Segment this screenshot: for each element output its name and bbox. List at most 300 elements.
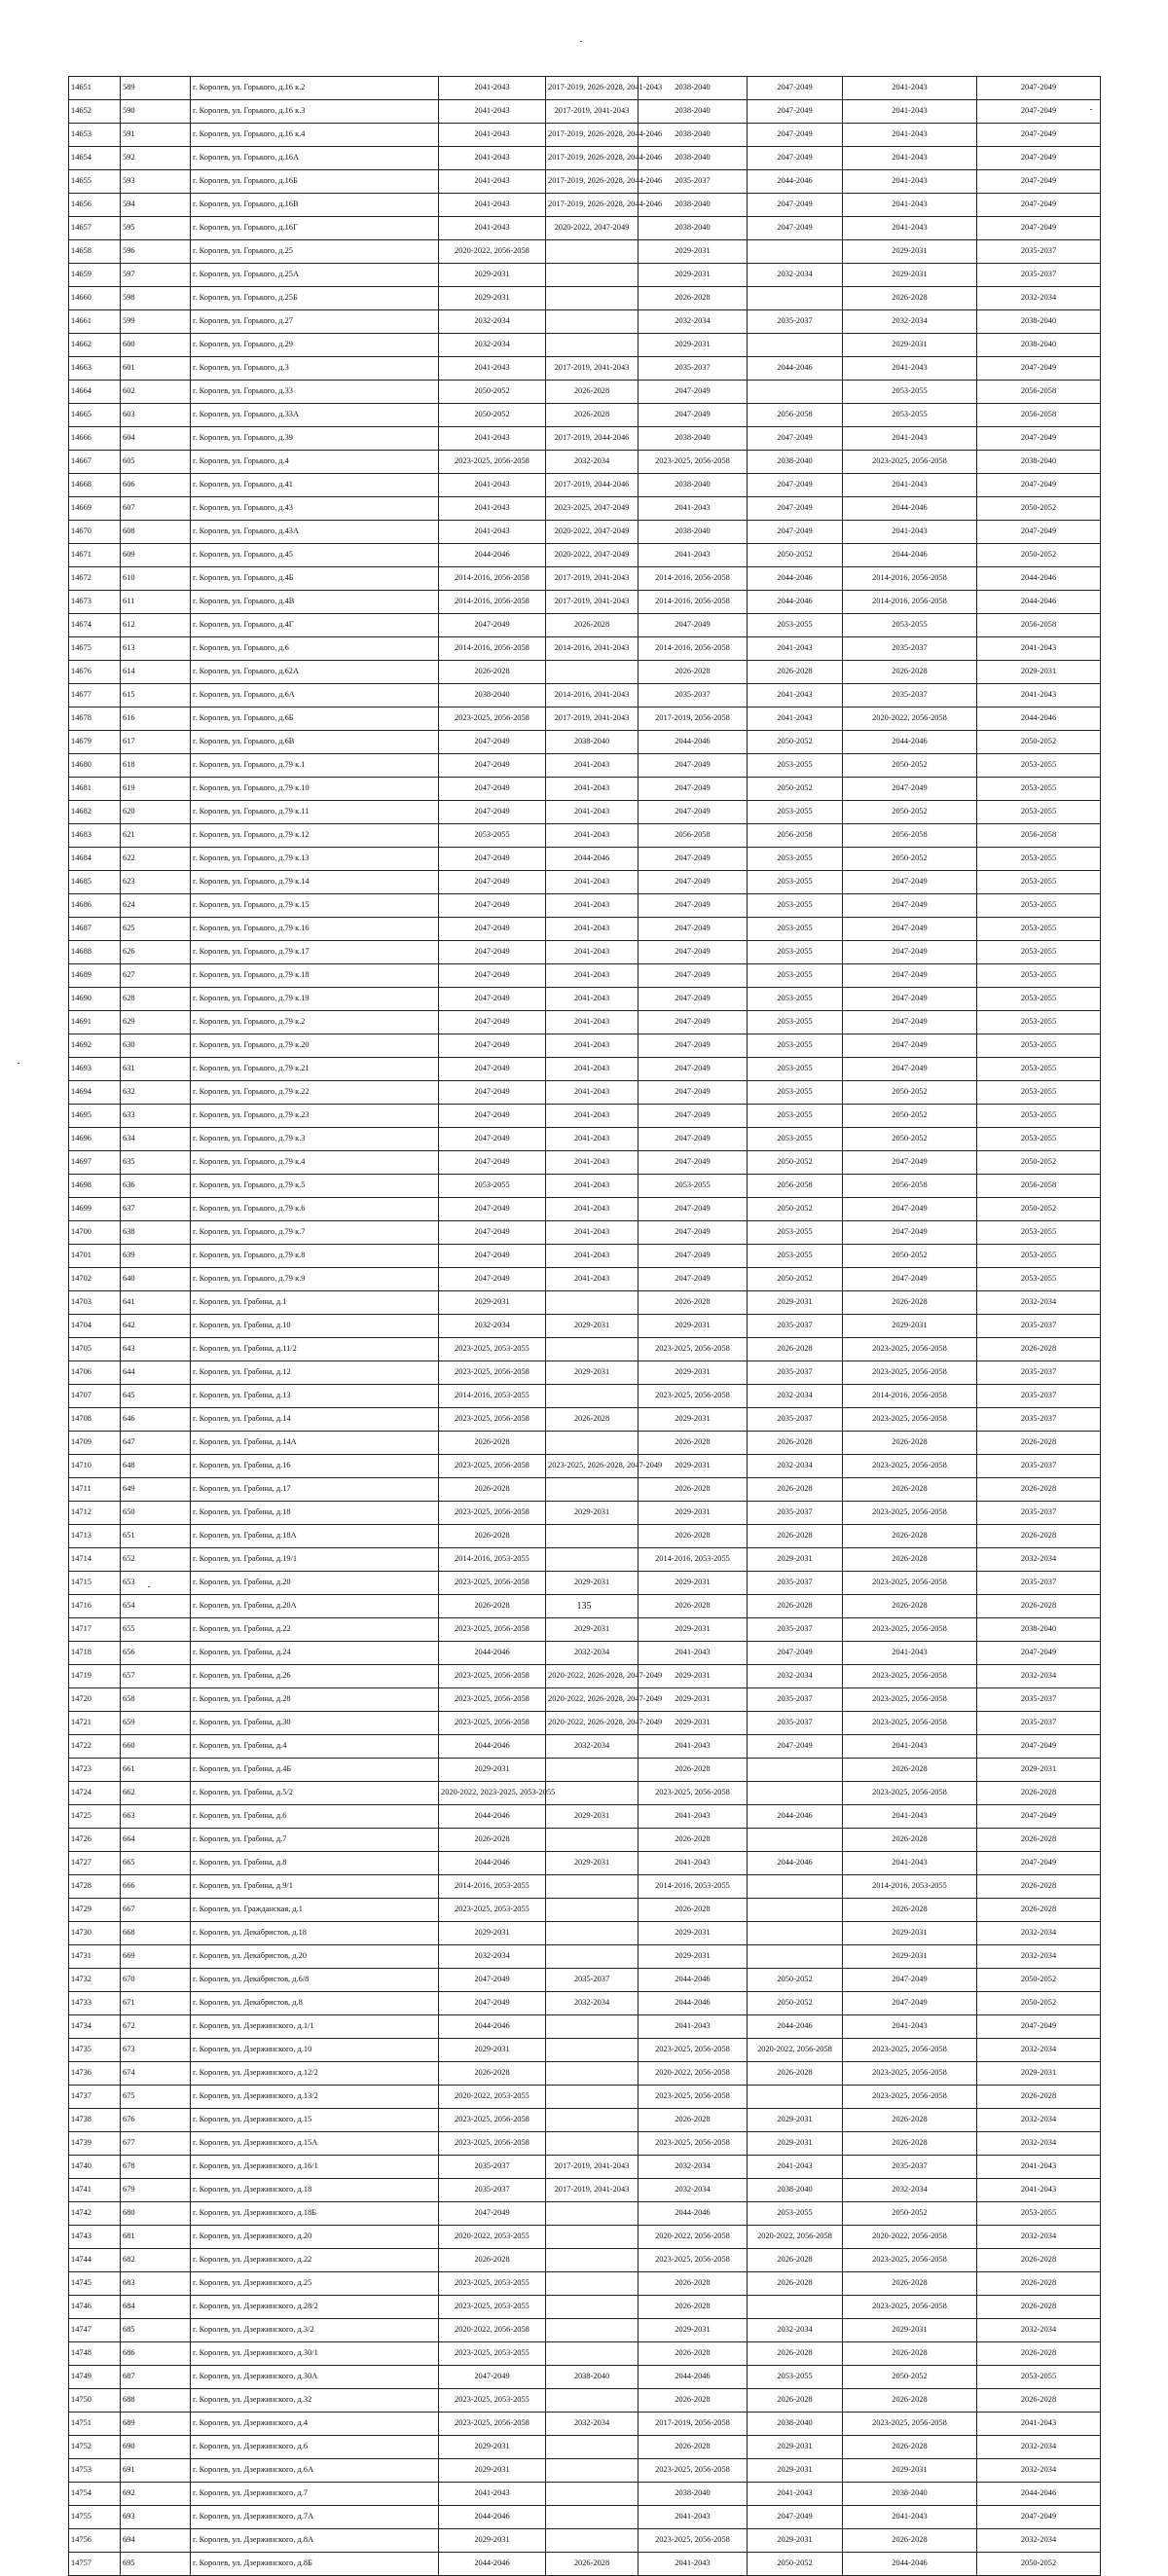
period-cell-6: 2029-2031 [977, 1759, 1101, 1782]
period-cell-5: 2041-2043 [843, 1852, 977, 1875]
period-cell-6: 2035-2037 [977, 1688, 1101, 1712]
row-number-cell: 589 [121, 77, 191, 100]
address-cell: г. Королев, ул. Горького, д.79 к.18 [191, 964, 439, 988]
period-cell-4: 2041-2043 [748, 2483, 843, 2506]
address-cell: г. Королев, ул. Горького, д.62А [191, 661, 439, 684]
row-id-cell: 14658 [69, 240, 121, 264]
period-cell-5: 2032-2034 [843, 310, 977, 334]
period-cell-1: 2014-2016, 2053-2055 [439, 1875, 546, 1899]
period-cell-1: 2035-2037 [439, 2156, 546, 2179]
period-cell-6: 2032-2034 [977, 2319, 1101, 2342]
period-cell-1: 2047-2049 [439, 801, 546, 824]
address-cell: г. Королев, ул. Грабина, д.17 [191, 1478, 439, 1502]
row-id-cell: 14729 [69, 1899, 121, 1922]
period-cell-1: 2041-2043 [439, 2483, 546, 2506]
period-cell-5: 2050-2052 [843, 1245, 977, 1268]
period-cell-5: 2047-2049 [843, 1992, 977, 2015]
row-number-cell: 597 [121, 264, 191, 287]
period-cell-5: 2032-2034 [843, 2179, 977, 2202]
address-cell: г. Королев, ул. Грабина, д.20А [191, 1595, 439, 1618]
period-cell-3: 2047-2049 [639, 1198, 748, 1221]
row-id-cell: 14655 [69, 170, 121, 194]
period-cell-5: 2047-2049 [843, 1221, 977, 1245]
row-number-cell: 664 [121, 1829, 191, 1852]
period-cell-4: 2026-2028 [748, 2389, 843, 2413]
row-id-cell: 14660 [69, 287, 121, 310]
period-cell-2 [546, 1759, 639, 1782]
table-row [69, 2039, 1101, 2062]
period-cell-5: 2014-2016, 2056-2058 [843, 591, 977, 614]
row-number-cell: 692 [121, 2483, 191, 2506]
row-number-cell: 674 [121, 2062, 191, 2086]
period-cell-1: 2023-2025, 2056-2058 [439, 1502, 546, 1525]
address-cell: г. Королев, ул. Грабина, д.26 [191, 1665, 439, 1688]
table-row [69, 1782, 1101, 1805]
period-cell-1: 2047-2049 [439, 1034, 546, 1058]
period-cell-1: 2047-2049 [439, 1128, 546, 1151]
period-cell-4 [748, 240, 843, 264]
row-number-cell: 611 [121, 591, 191, 614]
table-body [69, 77, 1101, 2576]
period-cell-4: 2035-2037 [748, 1712, 843, 1735]
table-row [69, 77, 1101, 100]
period-cell-5: 2047-2049 [843, 964, 977, 988]
address-cell: г. Королев, ул. Горького, д.16В [191, 194, 439, 217]
table-row [69, 918, 1101, 941]
table-row [69, 2226, 1101, 2249]
period-cell-5: 2047-2049 [843, 1034, 977, 1058]
period-cell-6: 2038-2040 [977, 334, 1101, 357]
table-row [69, 1198, 1101, 1221]
row-number-cell: 634 [121, 1128, 191, 1151]
period-cell-4: 2053-2055 [748, 1128, 843, 1151]
row-number-cell: 684 [121, 2296, 191, 2319]
row-id-cell: 14667 [69, 451, 121, 474]
period-cell-6: 2047-2049 [977, 2015, 1101, 2039]
period-cell-3: 2029-2031 [639, 1408, 748, 1432]
period-cell-2: 2041-2043 [546, 918, 639, 941]
row-number-cell: 598 [121, 287, 191, 310]
row-id-cell: 14673 [69, 591, 121, 614]
period-cell-3: 2044-2046 [639, 2366, 748, 2389]
period-cell-5: 2023-2025, 2056-2058 [843, 1455, 977, 1478]
period-cell-2 [546, 1432, 639, 1455]
row-number-cell: 661 [121, 1759, 191, 1782]
period-cell-2: 2041-2043 [546, 1268, 639, 1291]
address-cell: г. Королев, ул. Дзержинского, д.8Б [191, 2553, 439, 2576]
period-cell-3: 2041-2043 [639, 1642, 748, 1665]
period-cell-4: 2035-2037 [748, 1502, 843, 1525]
address-cell: г. Королев, ул. Горького, д.79 к.2 [191, 1011, 439, 1034]
row-number-cell: 676 [121, 2109, 191, 2132]
period-cell-5: 2047-2049 [843, 988, 977, 1011]
period-cell-6: 2026-2028 [977, 2086, 1101, 2109]
table-row [69, 1572, 1101, 1595]
row-id-cell: 14701 [69, 1245, 121, 1268]
period-cell-6: 2047-2049 [977, 1735, 1101, 1759]
row-id-cell: 14746 [69, 2296, 121, 2319]
period-cell-6: 2047-2049 [977, 217, 1101, 240]
period-cell-5: 2053-2055 [843, 404, 977, 427]
period-cell-2: 2041-2043 [546, 964, 639, 988]
period-cell-4: 2053-2055 [748, 1105, 843, 1128]
period-cell-2 [546, 2015, 639, 2039]
period-cell-5: 2056-2058 [843, 824, 977, 848]
table-row [69, 2062, 1101, 2086]
period-cell-2: 2041-2043 [546, 778, 639, 801]
period-cell-1: 2047-2049 [439, 1105, 546, 1128]
table-row [69, 1665, 1101, 1688]
period-cell-2: 2032-2034 [546, 451, 639, 474]
period-cell-4: 2053-2055 [748, 1034, 843, 1058]
table-row [69, 1291, 1101, 1315]
period-cell-1: 2041-2043 [439, 194, 546, 217]
address-cell: г. Королев, ул. Грабина, д.12 [191, 1361, 439, 1385]
row-id-cell: 14704 [69, 1315, 121, 1338]
period-cell-3: 2047-2049 [639, 778, 748, 801]
period-cell-5: 2023-2025, 2056-2058 [843, 1688, 977, 1712]
period-cell-1: 2023-2025, 2053-2055 [439, 2272, 546, 2296]
period-cell-6: 2044-2046 [977, 567, 1101, 591]
row-number-cell: 683 [121, 2272, 191, 2296]
period-cell-1: 2023-2025, 2056-2058 [439, 1688, 546, 1712]
period-cell-3: 2029-2031 [639, 2319, 748, 2342]
period-cell-6: 2050-2052 [977, 1198, 1101, 1221]
period-cell-3: 2044-2046 [639, 1969, 748, 1992]
period-cell-4 [748, 1829, 843, 1852]
period-cell-3: 2026-2028 [639, 2389, 748, 2413]
period-cell-1: 2026-2028 [439, 2249, 546, 2272]
period-cell-6: 2053-2055 [977, 1221, 1101, 1245]
period-cell-4: 2020-2022, 2056-2058 [748, 2039, 843, 2062]
period-cell-3: 2047-2049 [639, 988, 748, 1011]
period-cell-2 [546, 2249, 639, 2272]
row-number-cell: 666 [121, 1875, 191, 1899]
period-cell-2: 2023-2025, 2047-2049 [546, 497, 639, 521]
period-cell-3: 2017-2019, 2056-2058 [639, 707, 748, 731]
period-cell-4: 2056-2058 [748, 404, 843, 427]
row-id-cell: 14750 [69, 2389, 121, 2413]
period-cell-5: 2035-2037 [843, 684, 977, 707]
period-cell-2 [546, 2132, 639, 2156]
row-number-cell: 658 [121, 1688, 191, 1712]
table-row [69, 1945, 1101, 1969]
period-cell-3: 2026-2028 [639, 1759, 748, 1782]
row-number-cell: 621 [121, 824, 191, 848]
address-cell: г. Королев, ул. Горького, д.16 к.2 [191, 77, 439, 100]
period-cell-1: 2047-2049 [439, 2366, 546, 2389]
table-row [69, 1759, 1101, 1782]
table-row [69, 1525, 1101, 1548]
period-cell-4: 2053-2055 [748, 941, 843, 964]
row-id-cell: 14693 [69, 1058, 121, 1081]
table-row [69, 2202, 1101, 2226]
row-id-cell: 14676 [69, 661, 121, 684]
address-cell: г. Королев, ул. Дзержинского, д.6А [191, 2459, 439, 2483]
period-cell-5: 2047-2049 [843, 871, 977, 894]
period-cell-2 [546, 1548, 639, 1572]
period-cell-4: 2047-2049 [748, 497, 843, 521]
period-cell-2: 2017-2019, 2026-2028, 2044-2046 [546, 147, 639, 170]
period-cell-3: 2026-2028 [639, 1291, 748, 1315]
row-number-cell: 667 [121, 1899, 191, 1922]
table-row [69, 170, 1101, 194]
period-cell-6: 2026-2028 [977, 2342, 1101, 2366]
row-number-cell: 596 [121, 240, 191, 264]
period-cell-6: 2047-2049 [977, 147, 1101, 170]
address-cell: г. Королев, ул. Горького, д.25А [191, 264, 439, 287]
period-cell-6: 2035-2037 [977, 1572, 1101, 1595]
period-cell-2: 2044-2046 [546, 848, 639, 871]
period-cell-3: 2023-2025, 2056-2058 [639, 2249, 748, 2272]
period-cell-1: 2026-2028 [439, 1829, 546, 1852]
table-row [69, 2459, 1101, 2483]
period-cell-6: 2026-2028 [977, 1478, 1101, 1502]
period-cell-4: 2044-2046 [748, 357, 843, 381]
period-cell-2 [546, 2039, 639, 2062]
row-id-cell: 14670 [69, 521, 121, 544]
row-number-cell: 613 [121, 637, 191, 661]
address-cell: г. Королев, ул. Дзержинского, д.18Б [191, 2202, 439, 2226]
period-cell-5: 2041-2043 [843, 100, 977, 124]
row-number-cell: 590 [121, 100, 191, 124]
period-cell-4: 2026-2028 [748, 2272, 843, 2296]
row-number-cell: 681 [121, 2226, 191, 2249]
address-cell: г. Королев, ул. Горького, д.16 к.3 [191, 100, 439, 124]
period-cell-2 [546, 2506, 639, 2529]
period-cell-1: 2047-2049 [439, 1151, 546, 1175]
row-id-cell: 14686 [69, 894, 121, 918]
table-row [69, 637, 1101, 661]
period-cell-2: 2041-2043 [546, 1034, 639, 1058]
row-number-cell: 679 [121, 2179, 191, 2202]
period-cell-2 [546, 2319, 639, 2342]
period-cell-4: 2035-2037 [748, 1572, 843, 1595]
period-cell-5: 2026-2028 [843, 1899, 977, 1922]
table-row [69, 1969, 1101, 1992]
period-cell-4: 2026-2028 [748, 2249, 843, 2272]
address-cell: г. Королев, ул. Грабина, д.16 [191, 1455, 439, 1478]
address-cell: г. Королев, ул. Горького, д.79 к.6 [191, 1198, 439, 1221]
period-cell-5: 2035-2037 [843, 637, 977, 661]
period-cell-6: 2053-2055 [977, 1268, 1101, 1291]
table-row [69, 2366, 1101, 2389]
period-cell-3: 2029-2031 [639, 1315, 748, 1338]
period-cell-1: 2047-2049 [439, 1198, 546, 1221]
period-cell-6: 2041-2043 [977, 637, 1101, 661]
period-cell-5: 2041-2043 [843, 474, 977, 497]
period-cell-5: 2044-2046 [843, 544, 977, 567]
period-cell-2: 2026-2028 [546, 614, 639, 637]
row-number-cell: 685 [121, 2319, 191, 2342]
period-cell-1: 2041-2043 [439, 357, 546, 381]
period-cell-1: 2053-2055 [439, 824, 546, 848]
period-cell-4 [748, 1945, 843, 1969]
period-cell-6: 2029-2031 [977, 2062, 1101, 2086]
period-cell-2 [546, 2226, 639, 2249]
row-id-cell: 14739 [69, 2132, 121, 2156]
period-cell-2: 2032-2034 [546, 2413, 639, 2436]
row-number-cell: 690 [121, 2436, 191, 2459]
table-row [69, 684, 1101, 707]
period-cell-5: 2023-2025, 2056-2058 [843, 1712, 977, 1735]
row-id-cell: 14700 [69, 1221, 121, 1245]
table-row [69, 591, 1101, 614]
period-cell-5: 2029-2031 [843, 1922, 977, 1945]
period-cell-6: 2047-2049 [977, 521, 1101, 544]
row-id-cell: 14662 [69, 334, 121, 357]
period-cell-3: 2026-2028 [639, 2109, 748, 2132]
period-cell-2: 2014-2016, 2041-2043 [546, 637, 639, 661]
period-cell-4 [748, 1875, 843, 1899]
period-cell-4: 2047-2049 [748, 77, 843, 100]
period-cell-1: 2023-2025, 2053-2055 [439, 1338, 546, 1361]
period-cell-3: 2026-2028 [639, 1829, 748, 1852]
address-cell: г. Королев, ул. Грабина, д.13 [191, 1385, 439, 1408]
table-row [69, 1034, 1101, 1058]
period-cell-2: 2026-2028 [546, 381, 639, 404]
period-cell-4: 2035-2037 [748, 1618, 843, 1642]
row-id-cell: 14703 [69, 1291, 121, 1315]
period-cell-2 [546, 1945, 639, 1969]
period-cell-4: 2050-2052 [748, 1969, 843, 1992]
address-cell: г. Королев, ул. Горького, д.79 к.11 [191, 801, 439, 824]
period-cell-3: 2029-2031 [639, 1502, 748, 1525]
period-cell-1: 2029-2031 [439, 1922, 546, 1945]
period-cell-1: 2032-2034 [439, 334, 546, 357]
period-cell-5: 2041-2043 [843, 170, 977, 194]
period-cell-4: 2050-2052 [748, 1151, 843, 1175]
row-number-cell: 593 [121, 170, 191, 194]
table-row [69, 754, 1101, 778]
period-cell-4: 2032-2034 [748, 2319, 843, 2342]
period-cell-1: 2044-2046 [439, 2506, 546, 2529]
period-cell-4: 2044-2046 [748, 591, 843, 614]
period-cell-3: 2029-2031 [639, 240, 748, 264]
period-cell-2 [546, 2483, 639, 2506]
address-cell: г. Королев, ул. Дзержинского, д.30А [191, 2366, 439, 2389]
period-cell-3: 2023-2025, 2056-2058 [639, 1385, 748, 1408]
period-cell-2: 2029-2031 [546, 1805, 639, 1829]
row-number-cell: 610 [121, 567, 191, 591]
table-row [69, 1992, 1101, 2015]
period-cell-5: 2026-2028 [843, 1478, 977, 1502]
address-cell: г. Королев, ул. Грабина, д.11/2 [191, 1338, 439, 1361]
period-cell-2: 2032-2034 [546, 1735, 639, 1759]
period-cell-3: 2041-2043 [639, 1852, 748, 1875]
period-cell-4: 2050-2052 [748, 2553, 843, 2576]
period-cell-5: 2026-2028 [843, 2109, 977, 2132]
period-cell-4: 2053-2055 [748, 894, 843, 918]
period-cell-1: 2041-2043 [439, 77, 546, 100]
period-cell-2: 2020-2022, 2026-2028, 2047-2049 [546, 1712, 639, 1735]
period-cell-2: 2029-2031 [546, 1502, 639, 1525]
row-number-cell: 601 [121, 357, 191, 381]
period-cell-2 [546, 240, 639, 264]
address-cell: г. Королев, ул. Горького, д.29 [191, 334, 439, 357]
period-cell-4: 2053-2055 [748, 801, 843, 824]
period-cell-5: 2026-2028 [843, 661, 977, 684]
row-number-cell: 609 [121, 544, 191, 567]
period-cell-6: 2026-2028 [977, 2272, 1101, 2296]
period-cell-1: 2041-2043 [439, 474, 546, 497]
table-row [69, 1361, 1101, 1385]
period-cell-2: 2017-2019, 2041-2043 [546, 2156, 639, 2179]
table-row [69, 707, 1101, 731]
row-id-cell: 14689 [69, 964, 121, 988]
period-cell-3: 2047-2049 [639, 1081, 748, 1105]
period-cell-4: 2047-2049 [748, 124, 843, 147]
period-cell-2: 2032-2034 [546, 1642, 639, 1665]
address-cell: г. Королев, ул. Горького, д.4 [191, 451, 439, 474]
period-cell-3: 2047-2049 [639, 918, 748, 941]
row-id-cell: 14664 [69, 381, 121, 404]
period-cell-3: 2029-2031 [639, 264, 748, 287]
period-cell-4: 2053-2055 [748, 2366, 843, 2389]
period-cell-1: 2047-2049 [439, 1081, 546, 1105]
period-cell-5: 2026-2028 [843, 2132, 977, 2156]
table-row [69, 124, 1101, 147]
period-cell-5: 2041-2043 [843, 2015, 977, 2039]
period-cell-3: 2023-2025, 2056-2058 [639, 1338, 748, 1361]
address-cell: г. Королев, ул. Горького, д.33 [191, 381, 439, 404]
period-cell-1: 2041-2043 [439, 124, 546, 147]
address-cell: г. Королев, ул. Дзержинского, д.7 [191, 2483, 439, 2506]
row-number-cell: 625 [121, 918, 191, 941]
period-cell-5: 2041-2043 [843, 1805, 977, 1829]
period-cell-2 [546, 334, 639, 357]
table-row [69, 824, 1101, 848]
period-cell-3: 2023-2025, 2056-2058 [639, 2132, 748, 2156]
period-cell-1: 2029-2031 [439, 2529, 546, 2553]
address-cell: г. Королев, ул. Дзержинского, д.1/1 [191, 2015, 439, 2039]
row-id-cell: 14745 [69, 2272, 121, 2296]
table-row [69, 287, 1101, 310]
period-cell-5: 2026-2028 [843, 2436, 977, 2459]
period-cell-6: 2053-2055 [977, 1128, 1101, 1151]
period-cell-3: 2047-2049 [639, 1128, 748, 1151]
table-row [69, 778, 1101, 801]
row-id-cell: 14726 [69, 1829, 121, 1852]
address-cell: г. Королев, ул. Горького, д.6А [191, 684, 439, 707]
period-cell-3: 2032-2034 [639, 2179, 748, 2202]
row-number-cell: 655 [121, 1618, 191, 1642]
period-cell-1: 2041-2043 [439, 147, 546, 170]
period-cell-6: 2053-2055 [977, 1081, 1101, 1105]
period-cell-1: 2029-2031 [439, 2459, 546, 2483]
period-cell-4: 2047-2049 [748, 217, 843, 240]
period-cell-3: 2047-2049 [639, 1011, 748, 1034]
period-cell-1: 2020-2022, 2053-2055 [439, 2086, 546, 2109]
row-id-cell: 14754 [69, 2483, 121, 2506]
period-cell-6: 2053-2055 [977, 988, 1101, 1011]
period-cell-3: 2041-2043 [639, 1805, 748, 1829]
period-cell-3: 2041-2043 [639, 544, 748, 567]
address-cell: г. Королев, ул. Грабина, д.24 [191, 1642, 439, 1665]
row-id-cell: 14692 [69, 1034, 121, 1058]
period-cell-6: 2026-2028 [977, 1338, 1101, 1361]
address-cell: г. Королев, ул. Горького, д.16Б [191, 170, 439, 194]
row-id-cell: 14674 [69, 614, 121, 637]
row-number-cell: 639 [121, 1245, 191, 1268]
period-cell-2: 2041-2043 [546, 871, 639, 894]
period-cell-3: 2017-2019, 2056-2058 [639, 2413, 748, 2436]
period-cell-3: 2029-2031 [639, 334, 748, 357]
period-cell-4: 2038-2040 [748, 2179, 843, 2202]
period-cell-5: 2047-2049 [843, 1969, 977, 1992]
row-number-cell: 689 [121, 2413, 191, 2436]
address-cell: г. Королев, ул. Дзержинского, д.30/1 [191, 2342, 439, 2366]
